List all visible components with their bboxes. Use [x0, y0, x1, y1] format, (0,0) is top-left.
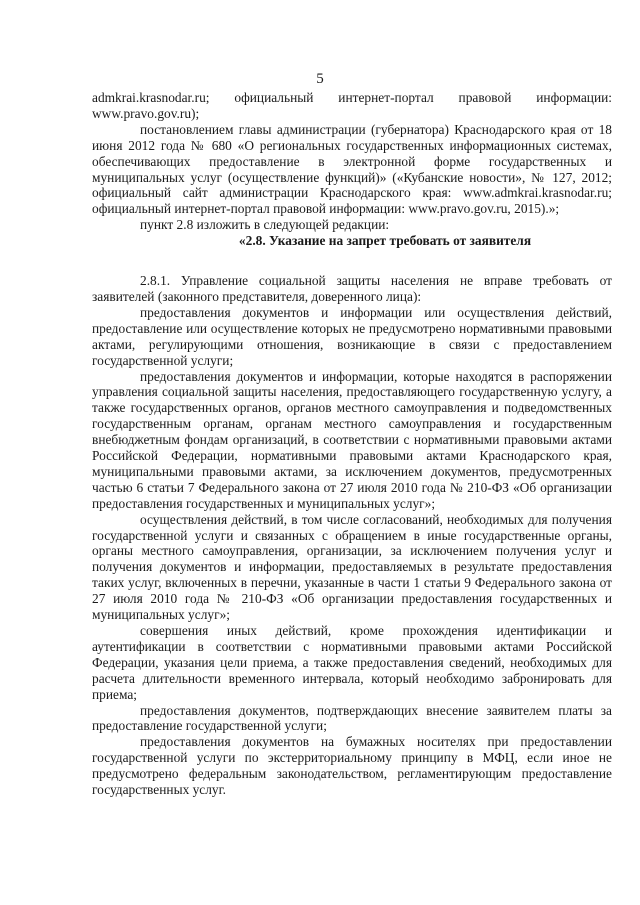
paragraph-documents-not-required: предоставления документов и информации или осуществления действий, предоставление или осуществление которых не предусмотрено нормативными правовыми актами, регулирующими отношения, возникающие в связи с предоставлением государственной услуги;	[92, 304, 612, 368]
paragraph-sources-continued: admkrai.krasnodar.ru; официальный интернет-портал правовой информации: www.pravo.gov.ru);	[92, 90, 612, 121]
paragraph-actions-approvals: осуществления действий, в том числе согласований, необходимых для получения государственной услуги и связанных с обращением в иные государственные органы, органы местного самоуправления, организации, за исключением получения услуг и получения документов и информации, предоставляемых в результате предоставления таких услуг, включенных в перечни, указанные в части 1 статьи 9 Федерального закона от 27 июля 2010 года № 210-ФЗ «Об организации предоставления государственных и муниципальных услуг»;	[92, 511, 612, 623]
paragraph-documents-in-possession: предоставления документов и информации, которые находятся в распоряжении управления социальной защиты населения, предоставляющего государственную услугу, а также государственных органов, органов местного самоуправления и подведомственных государственным органам, органам местного самоуправления и государственным внебюджетным фондам организаций, в соответствии с нормативными правовыми актами Российской Федерации, нормативными правовыми актами Краснодарского края, муниципальными правовыми актами, за исключением документов, предусмотренных частью 6 статьи 7 Федерального закона от 27 июля 2010 года № 210-ФЗ «Об организации предоставления государственных и муниципальных услуг»;	[92, 368, 612, 511]
paragraph-payment-documents: предоставления документов, подтверждающих внесение заявителем платы за предоставление государственной услуги;	[92, 702, 612, 734]
document-body	[92, 90, 612, 798]
paragraph-2-8-1: 2.8.1. Управление социальной защиты населения не вправе требовать от заявителей (законного представителя, доверенного лица):	[92, 273, 612, 304]
paragraph-amendment-intro: пункт 2.8 изложить в следующей редакции:	[140, 217, 390, 233]
page-number: 5	[316, 71, 324, 87]
paragraph-paper-documents: предоставления документов на бумажных носителях при предоставлении государственной услуги по экстерриториальному принципу в МФЦ, если иное не предусмотрено федеральным законодательством, регламентирующим предоставление государственных услуг.	[92, 734, 612, 798]
paragraph-other-actions: совершения иных действий, кроме прохождения идентификации и аутентификации в соответствии с нормативными правовыми актами Российской Федерации, указания цели приема, а также предоставления сведений, необходимых для расчета длительности временного интервала, который необходимо забронировать для приема;	[92, 623, 612, 702]
section-heading: «2.8. Указание на запрет требовать от заявителя	[238, 233, 532, 249]
paragraph-governor-decree: постановлением главы администрации (губернатора) Краснодарского края от 18 июня 2012 года № 680 «О региональных государственных информационных системах, обеспечивающих предоставление в электронной форме государственных и муниципальных услуг (осуществление функций)» («Кубанские новости», № 127, 2012; официальный сайт администрации Краснодарского края: www.admkrai.krasnodar.ru; официальный интернет-портал правовой информации: www.pravo.gov.ru, 2015).»;	[92, 121, 612, 217]
